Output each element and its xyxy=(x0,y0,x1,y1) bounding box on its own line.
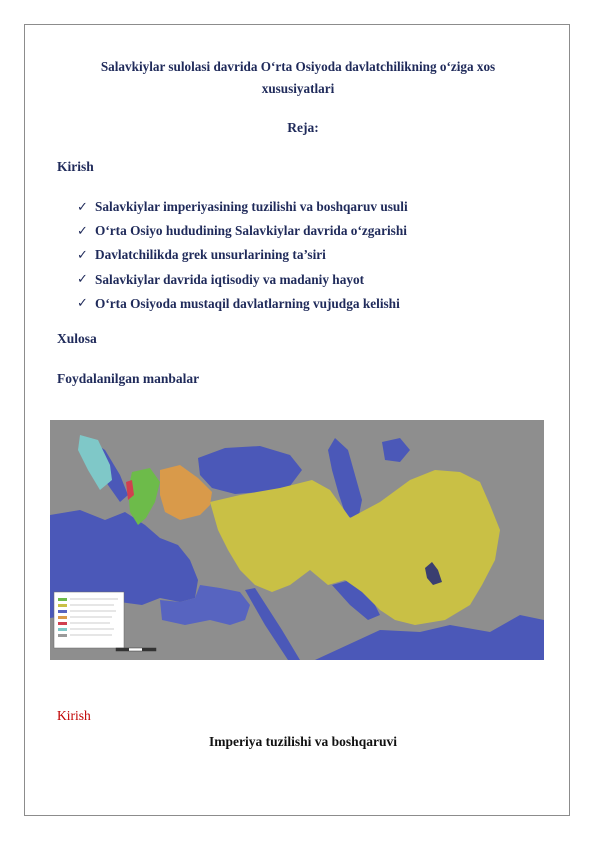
plan-item-text: O‘rta Osiyoda mustaqil davlatlarning vujudga kelishi xyxy=(95,295,400,311)
section-heading: Kirish xyxy=(57,708,91,723)
check-icon: ✓ xyxy=(77,199,88,215)
plan-item-text: Salavkiylar imperiyasining tuzilishi va boshqaruv usuli xyxy=(95,199,408,215)
check-icon: ✓ xyxy=(77,272,88,288)
conclusion-heading: Xulosa xyxy=(57,331,97,346)
plan-label: Reja: xyxy=(287,120,319,135)
check-icon: ✓ xyxy=(77,296,88,312)
seleucid-empire-map xyxy=(50,420,544,660)
document-title-line-1: Salavkiylar sulolasi davrida O‘rta Osiyoda davlatchilikning o‘ziga xos xyxy=(100,59,496,74)
plan-item xyxy=(77,292,408,316)
document-title-line-2: xususiyatlari xyxy=(261,81,335,96)
sources-heading: Foydalanilgan manbalar xyxy=(57,371,200,386)
check-icon: ✓ xyxy=(77,247,88,263)
plan-list xyxy=(77,195,408,316)
plan-item xyxy=(77,268,408,292)
plan-item xyxy=(77,195,408,219)
plan-item-text: Salavkiylar davrida iqtisodiy va madaniy hayot xyxy=(95,271,365,287)
plan-item-text: O‘rta Osiyo hududining Salavkiylar davrida o‘zgarishi xyxy=(95,223,407,239)
plan-item xyxy=(77,219,408,243)
plan-item xyxy=(77,243,408,267)
plan-item-text: Davlatchilikda grek unsurlarining ta’siri xyxy=(95,247,326,263)
map-image xyxy=(50,420,544,660)
section-subheading: Imperiya tuzilishi va boshqaruvi xyxy=(209,734,397,749)
check-icon: ✓ xyxy=(77,223,88,239)
intro-heading: Kirish xyxy=(57,159,94,174)
